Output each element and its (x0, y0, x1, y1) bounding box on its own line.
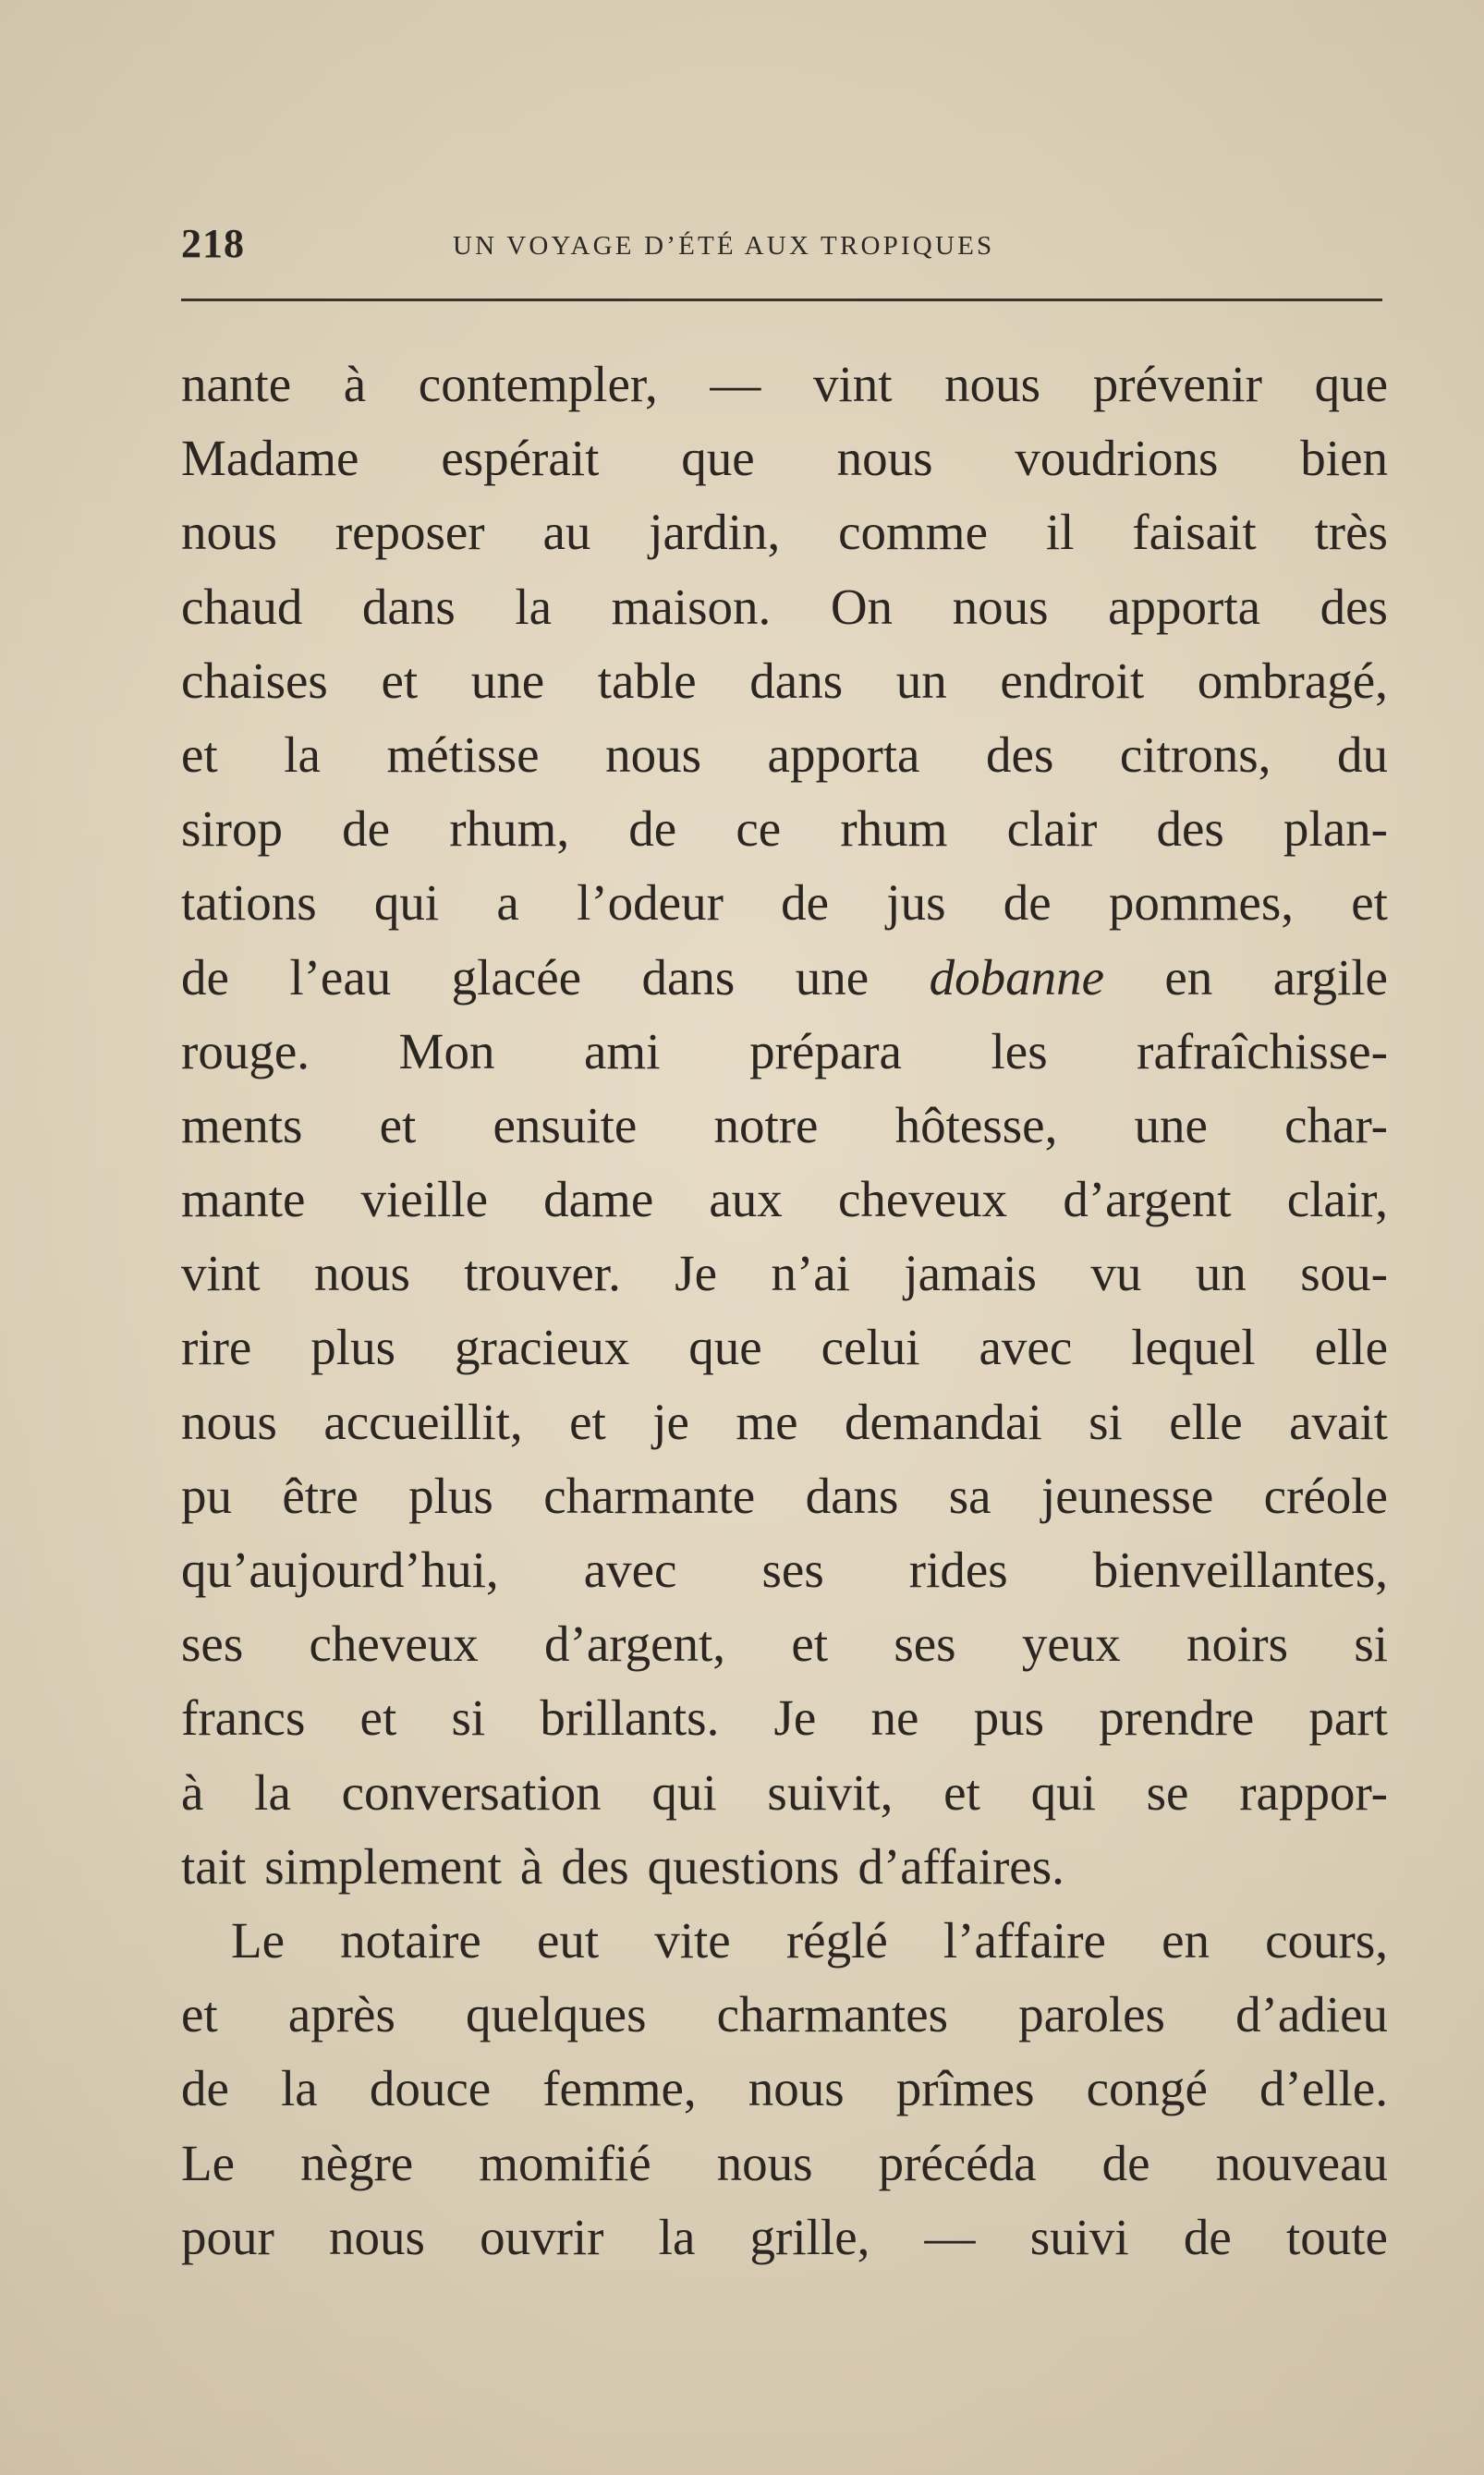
text-line (181, 644, 1388, 718)
word: comme (838, 504, 988, 561)
word: vieille (360, 1171, 488, 1228)
text-line (181, 495, 1388, 569)
word: dans (805, 1467, 899, 1524)
word: si (1354, 1615, 1388, 1673)
word: vint (181, 1245, 261, 1302)
word: au (542, 504, 591, 561)
word: nante (181, 356, 292, 412)
word: simplement (264, 1837, 502, 1895)
word: créole (1263, 1467, 1388, 1524)
word: rafraîchisse- (1137, 1022, 1388, 1079)
word: tait (181, 1837, 247, 1895)
word: rhum, (449, 800, 570, 858)
word: qui (373, 874, 440, 932)
word: grille, (749, 2208, 870, 2265)
word: celui (821, 1319, 920, 1376)
word: je (652, 1393, 689, 1450)
word: en (1164, 948, 1213, 1006)
word: eut (536, 1911, 600, 1969)
word: — (924, 2208, 976, 2265)
word: la (515, 578, 553, 635)
text-line (181, 1756, 1388, 1830)
word: de (1003, 874, 1052, 932)
word: hôtesse, (894, 1096, 1058, 1153)
running-title: UN VOYAGE D’ÉTÉ AUX TROPIQUES (453, 231, 995, 261)
text-line (181, 718, 1388, 792)
word: nous (836, 430, 933, 487)
word: prépara (749, 1022, 902, 1079)
body-text (181, 347, 1388, 2274)
word: prévenir (1092, 356, 1262, 412)
word: nous (605, 725, 701, 783)
word: rhum (840, 800, 948, 858)
text-line (181, 347, 1388, 421)
text-line (181, 1015, 1388, 1089)
word: Je (675, 1245, 718, 1302)
word: rappor- (1239, 1763, 1388, 1821)
word: Le (231, 1911, 286, 1969)
word: que (681, 430, 755, 487)
word: l’eau (289, 948, 392, 1006)
word: si (451, 1689, 486, 1747)
word: gracieux (454, 1319, 630, 1376)
word: plan- (1283, 800, 1388, 858)
word: nous (181, 1393, 277, 1450)
text-line (181, 1089, 1388, 1163)
text-line (181, 1163, 1388, 1237)
word: dans (361, 578, 456, 635)
word: paroles (1018, 1986, 1165, 2043)
word: a (496, 874, 519, 932)
word: brillants. (540, 1689, 720, 1747)
word: notre (713, 1096, 819, 1153)
word: l’odeur (577, 874, 724, 932)
word: en (1162, 1911, 1210, 1969)
word: conversation (341, 1763, 602, 1821)
word: d’elle. (1259, 2060, 1388, 2117)
word: chaud (181, 578, 303, 635)
word: noirs (1186, 1615, 1289, 1673)
word: table (597, 652, 697, 709)
word: être (282, 1467, 359, 1524)
word: prendre (1099, 1689, 1255, 1747)
word: une (1134, 1096, 1208, 1153)
text-line (181, 792, 1388, 866)
text-line (181, 421, 1388, 495)
text-line (181, 1607, 1388, 1681)
word: d’affaires. (858, 1837, 1064, 1895)
word: char- (1284, 1096, 1388, 1153)
word: les (991, 1022, 1048, 1079)
word: demandai (844, 1393, 1042, 1450)
word: sou- (1300, 1245, 1388, 1302)
word: voudrions (1015, 430, 1219, 487)
word: du (1336, 725, 1388, 783)
word: sirop (181, 800, 283, 858)
word: dans (641, 948, 736, 1006)
word: ses (181, 1615, 244, 1673)
word: questions (647, 1837, 840, 1895)
word: accueillit, (323, 1393, 523, 1450)
word: contempler, (418, 356, 658, 412)
word: — (710, 356, 761, 412)
word: prîmes (895, 2060, 1035, 2117)
word: qui (651, 1763, 717, 1821)
word: apporta (767, 725, 920, 783)
word: rides (908, 1542, 1008, 1598)
word: toute (1285, 2208, 1388, 2265)
page-header (181, 220, 1382, 275)
word: nous (952, 578, 1049, 635)
word: trouver. (464, 1245, 621, 1302)
word: apporta (1108, 578, 1261, 635)
word: vint (812, 356, 893, 412)
word: vite (654, 1911, 731, 1969)
word: nous (329, 2208, 425, 2265)
word: vu (1090, 1245, 1142, 1302)
word: des (561, 1837, 629, 1895)
word: clair (1006, 800, 1098, 858)
text-line (181, 1311, 1388, 1384)
word: n’ai (771, 1245, 850, 1302)
word: charmantes (716, 1986, 949, 2043)
word: douce (369, 2060, 492, 2117)
word: un (1195, 1245, 1247, 1302)
word: reposer (335, 504, 485, 561)
word: une (795, 948, 870, 1006)
word: la (658, 2208, 696, 2265)
word: un (895, 652, 947, 709)
word: d’argent (1063, 1171, 1232, 1228)
word: avec (583, 1542, 677, 1598)
word: la (281, 2060, 318, 2117)
word: que (1314, 356, 1388, 412)
word: qu’aujourd’hui, (181, 1542, 499, 1598)
word: et (569, 1393, 606, 1450)
word: de (1101, 2134, 1150, 2191)
word: nouveau (1215, 2134, 1388, 2191)
word: espérait (441, 430, 600, 487)
word: cheveux (309, 1615, 479, 1673)
text-line (181, 570, 1388, 644)
word: argile (1272, 948, 1388, 1006)
word: pour (181, 2208, 274, 2265)
word: Le (181, 2134, 236, 2191)
word: précéda (878, 2134, 1037, 2191)
word: chaises (181, 652, 328, 709)
word: part (1308, 1689, 1388, 1747)
word: jus (886, 874, 946, 932)
word: francs (181, 1689, 306, 1747)
word: ses (761, 1542, 824, 1598)
word: et (359, 1689, 397, 1747)
word: glacée (451, 948, 582, 1006)
word: de (181, 2060, 229, 2117)
word: pommes, (1108, 874, 1295, 932)
text-line (181, 1978, 1388, 2052)
word: avec (979, 1319, 1073, 1376)
word: d’argent, (544, 1615, 726, 1673)
word: métisse (386, 725, 540, 783)
word: elle (1169, 1393, 1243, 1450)
word: congé (1086, 2060, 1208, 2117)
word: Je (773, 1689, 817, 1747)
word: et (379, 1096, 417, 1153)
word: et (381, 652, 419, 709)
word: de (342, 800, 391, 858)
word: réglé (785, 1911, 888, 1969)
text-line (181, 2052, 1388, 2126)
word: après (287, 1986, 395, 2043)
word: me (736, 1393, 798, 1450)
word: tations (181, 874, 317, 932)
word: quelques (465, 1986, 647, 2043)
word: si (1089, 1393, 1123, 1450)
word: et (1351, 874, 1388, 932)
word: une (470, 652, 545, 709)
word: de (181, 948, 229, 1006)
word: des (1156, 800, 1224, 858)
word: charmante (543, 1467, 756, 1524)
word: bienveillantes, (1092, 1542, 1388, 1598)
word: à (519, 1837, 543, 1895)
word: ce (736, 800, 782, 858)
word: momifié (479, 2134, 651, 2191)
word: rouge. (181, 1022, 310, 1079)
word: l’affaire (943, 1911, 1106, 1969)
word: cheveux (837, 1171, 1008, 1228)
word: à (343, 356, 367, 412)
word: ensuite (493, 1096, 638, 1153)
word: bien (1300, 430, 1388, 487)
word: très (1314, 504, 1388, 561)
word: cours, (1265, 1911, 1388, 1969)
word: que (688, 1319, 762, 1376)
word: qui (1030, 1763, 1096, 1821)
word: citrons, (1119, 725, 1271, 783)
word: la (284, 725, 321, 783)
word: ments (181, 1096, 303, 1153)
word: clair, (1286, 1171, 1388, 1228)
word: et (181, 725, 218, 783)
word: d’adieu (1235, 1986, 1388, 2043)
text-line (181, 1459, 1388, 1533)
word: sa (948, 1467, 991, 1524)
word: à (181, 1763, 204, 1821)
word: endroit (1000, 652, 1145, 709)
word: ombragé, (1197, 652, 1388, 709)
word: mante (181, 1171, 306, 1228)
word: il (1045, 504, 1075, 561)
word: de (628, 800, 677, 858)
word: et (181, 1986, 218, 2043)
word: des (1320, 578, 1388, 635)
word: jamais (904, 1245, 1037, 1302)
word: nous (716, 2134, 813, 2191)
word: dobanne (929, 948, 1104, 1006)
text-line (181, 1681, 1388, 1755)
word: lequel (1131, 1319, 1256, 1376)
word: et (943, 1763, 980, 1821)
word: suivit, (767, 1763, 894, 1821)
word: Mon (398, 1022, 495, 1079)
word: notaire (340, 1911, 481, 1969)
text-line (181, 2127, 1388, 2201)
header-rule (181, 299, 1382, 301)
word: aux (709, 1171, 783, 1228)
word: nous (181, 504, 277, 561)
text-line (181, 1904, 1388, 1978)
text-line (181, 1533, 1388, 1607)
word: yeux (1021, 1615, 1121, 1673)
text-line (181, 1237, 1388, 1311)
word: maison. (611, 578, 772, 635)
word: de (1183, 2208, 1232, 2265)
text-line (181, 2201, 1388, 2274)
word: On (830, 578, 894, 635)
word: Madame (181, 430, 359, 487)
word: plus (408, 1467, 493, 1524)
word: ouvrir (480, 2208, 604, 2265)
word: ses (894, 1615, 956, 1673)
word: des (986, 725, 1054, 783)
word: ami (584, 1022, 661, 1079)
word: nègre (300, 2134, 414, 2191)
word: suivi (1029, 2208, 1129, 2265)
word: avait (1289, 1393, 1388, 1450)
word: dans (749, 652, 844, 709)
word: jardin, (649, 504, 781, 561)
word: elle (1314, 1319, 1388, 1376)
word: de (781, 874, 830, 932)
word: pu (181, 1467, 232, 1524)
word: se (1146, 1763, 1189, 1821)
word: nous (748, 2060, 845, 2117)
word: rire (181, 1319, 252, 1376)
text-line (181, 866, 1388, 940)
word: femme, (542, 2060, 697, 2117)
text-line (181, 1385, 1388, 1459)
word: plus (310, 1319, 395, 1376)
word: nous (313, 1245, 410, 1302)
word: faisait (1132, 504, 1257, 561)
word: nous (944, 356, 1041, 412)
word: la (254, 1763, 291, 1821)
word: jeunesse (1040, 1467, 1214, 1524)
word: dame (543, 1171, 654, 1228)
page-number: 218 (181, 221, 245, 266)
word: ne (870, 1689, 919, 1747)
text-line (181, 1830, 1388, 1904)
text-line (181, 941, 1388, 1015)
word: et (791, 1615, 829, 1673)
word: pus (973, 1689, 1045, 1747)
